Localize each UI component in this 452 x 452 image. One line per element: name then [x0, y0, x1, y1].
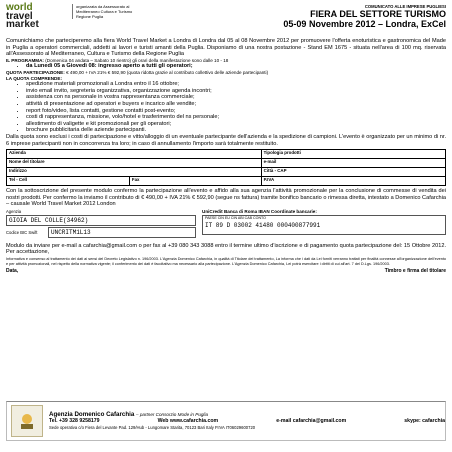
registration-form [6, 149, 446, 186]
quota-label: QUOTA PARTECIPAZIONE: [6, 69, 65, 75]
piva-field[interactable]: P.IVA [261, 177, 445, 186]
tipologia-field[interactable]: Tipologia prodotti [261, 150, 445, 159]
agenzia-label: Agenzia [6, 208, 22, 214]
list-item: • spedizione materiali promozionali a Londra entro il 16 ottobre; [26, 81, 446, 88]
citta-field[interactable]: Città - CAP [261, 168, 445, 177]
includes-label: LA QUOTA COMPRENDE: [6, 75, 62, 81]
agency-name: Agenzia Domenico Cafarchia [49, 411, 135, 418]
list-item: • brochure pubblicitaria delle aziende partecipanti. [26, 127, 446, 134]
program-label: IL PROGRAMMA: [6, 57, 44, 63]
list-item: • invio email invito, segreteria organizzativa, organizzazione agenda incontri; [26, 88, 446, 95]
iban-box [202, 215, 446, 235]
indirizzo-field[interactable]: Indirizzo [7, 168, 262, 177]
list-item: • allestimento di valigette e kit promozionali per gli operatori; [26, 121, 446, 128]
bank-right [202, 209, 446, 235]
wtm-logo: world travel market [6, 2, 39, 30]
bank-name: UniCredit Banca di Roma IBAN Coordinate bancarie: [202, 208, 317, 214]
bic-value: UNCRITM1L13 [48, 227, 196, 238]
list-item: • attività di presentazione ad operatori e buyers e incarico alle vendite; [26, 101, 446, 108]
azienda-field[interactable]: Azienda [7, 150, 262, 159]
bank-left [6, 209, 196, 238]
list-item: • report foto/video, lista contatti, gestione contatti post-evento; [26, 108, 446, 115]
title-line-1: FIERA DEL SETTORE TURISMO [310, 9, 446, 19]
footer-address: Sede operativa c/o Fiera del Levante Pad. 129/Hub - Lungomare Starita, 70123 Bari Italy P.IVA IT06029600720 [49, 425, 256, 430]
subscription-paragraph: Con la sottoscrizione del presente modulo confermo la partecipazione all'evento e affido alla sua agenzia l'attività promozionale per la conclusione di commesse di vendita dei nostri prodotti. Per confermo la inviamo il contributo di € 490,00 + IVA 21% € 592,90 (segue ns fattura) tramite bonifico bancario o rimessa diretta, intestato a Domenico Cafarchia – causale World Travel Market 2012 London [6, 188, 446, 208]
program-text: (Domenica 04 andata – Sabato 10 rientro) gli orari della manifestazione sono dalle 10 - 18 [45, 57, 229, 63]
header-title-block [138, 4, 446, 29]
titolare-field[interactable]: Nome del titolare [7, 159, 262, 168]
includes-list [6, 81, 446, 134]
program-list [6, 63, 446, 70]
footer-email[interactable]: e-mail cafarchia@gmail.com [276, 418, 347, 424]
tel-field[interactable]: Tel - Cell [7, 177, 130, 186]
partner-text: – partner Consorzio Mode in Puglia [136, 412, 209, 417]
quota-text: € 490,00 + IVA 21% € 592,90 (quota ridotta grazie al contributo collettivo delle aziende partecipanti) [66, 69, 269, 75]
iban-headers: PAESE CIN EU CIN ABI CAB CONTO [205, 215, 266, 220]
agency-logo-icon [11, 405, 43, 437]
fax-field[interactable]: Fax [129, 177, 261, 186]
agenzia-value: GIOIA DEL COLLE(34962) [6, 215, 196, 226]
iban-value: IT 89 D 03002 41480 000400877991 [205, 221, 321, 229]
stamp-label: Timbro e firma del titolare [384, 268, 446, 275]
send-paragraph: Modulo da inviare per e-mail a cafarchia@gmail.com o per fax al +39 080 343 3088 entro il termine ultimo d'iscrizione e di pagamento quota partecipazione del: 15 Ottobre 2012. Per accettazione, [6, 242, 446, 256]
list-item: • assistenza con ns personale in vostra rappresentanza commerciale; [26, 94, 446, 101]
footer-info [49, 411, 445, 431]
title-line-2: 05-09 Novembre 2012 – Londra, ExCel [283, 19, 446, 29]
date-label: Data, [6, 268, 19, 275]
organizer-text: organizzata da Assessorato al Mediterraneo Cultura e Turismo Regione Puglia [72, 4, 138, 19]
footer [6, 401, 446, 441]
signature-row [6, 268, 446, 274]
footer-web[interactable]: Web www.cafarchia.com [157, 418, 219, 424]
communication-label: COMUNICATO ALLE IMPRESE PUGLIESI [364, 4, 446, 9]
header [6, 4, 446, 38]
list-item: • costi di rappresentanza, missione, volo/hotel e trasferimento del ns personale; [26, 114, 446, 121]
privacy-text: Informativa e consenso al trattamento dei dati ai sensi del Decreto Legislativo n. 196/2003. L'Agenzia Domenico Cafarchia, in qualità di Titolare del trattamento, La informa che i dati da Lei forniti verranno trattati per finalità connesse all'organizzazione dell'evento e per attività promozionali, nel rispetto della normativa vigente; il conferimento dei dati è facoltativo ma necessario alla partecipazione. L'Agenzia Domenico Cafarchia, Lei potrà esercitare i diritti di cui all'art. 7 del D.Lgs. 196/2003. [6, 257, 446, 266]
bic-label: Codice BIC Swift [6, 229, 38, 235]
footer-tel: Tel. +39 328 9258179 [49, 418, 100, 424]
exclusion-paragraph: Dalla quota sono esclusi i costi di partecipazione e vitto/alloggio di un eventuale partecipante dell'azienda e la spedizione di campioni. L'evento è organizzato per un minimo di nr. 6 imprese partecipanti non in concorrenza tra loro; in caso di annullamento l'importo sarà totalmente restituito. [6, 133, 446, 147]
footer-skype: skype: cafarchia [404, 418, 445, 424]
bank-section [6, 209, 446, 243]
email-field[interactable]: e-mail [261, 159, 445, 168]
program-bullet: • da Lunedì 05 a Giovedì 08: ingresso aperto a tutti gli operatori; [26, 63, 446, 70]
intro-paragraph: Comunichiamo che parteciperemo alla fiera World Travel Market a Londra di Londra dal 05 al 08 Novembre 2012 per promuovere l'offerta enoturistica e gastronomica del Made in Puglia a operatori commerciali, addetti ai lavori e turisti amanti della Puglia. Disponiamo di una nostra postazione - Stand EM 1675 - situata nell'area di 100 mq. riservata all'Assessorato al Mediterraneo, Cultura e Turismo della Regione Puglia [6, 38, 446, 58]
